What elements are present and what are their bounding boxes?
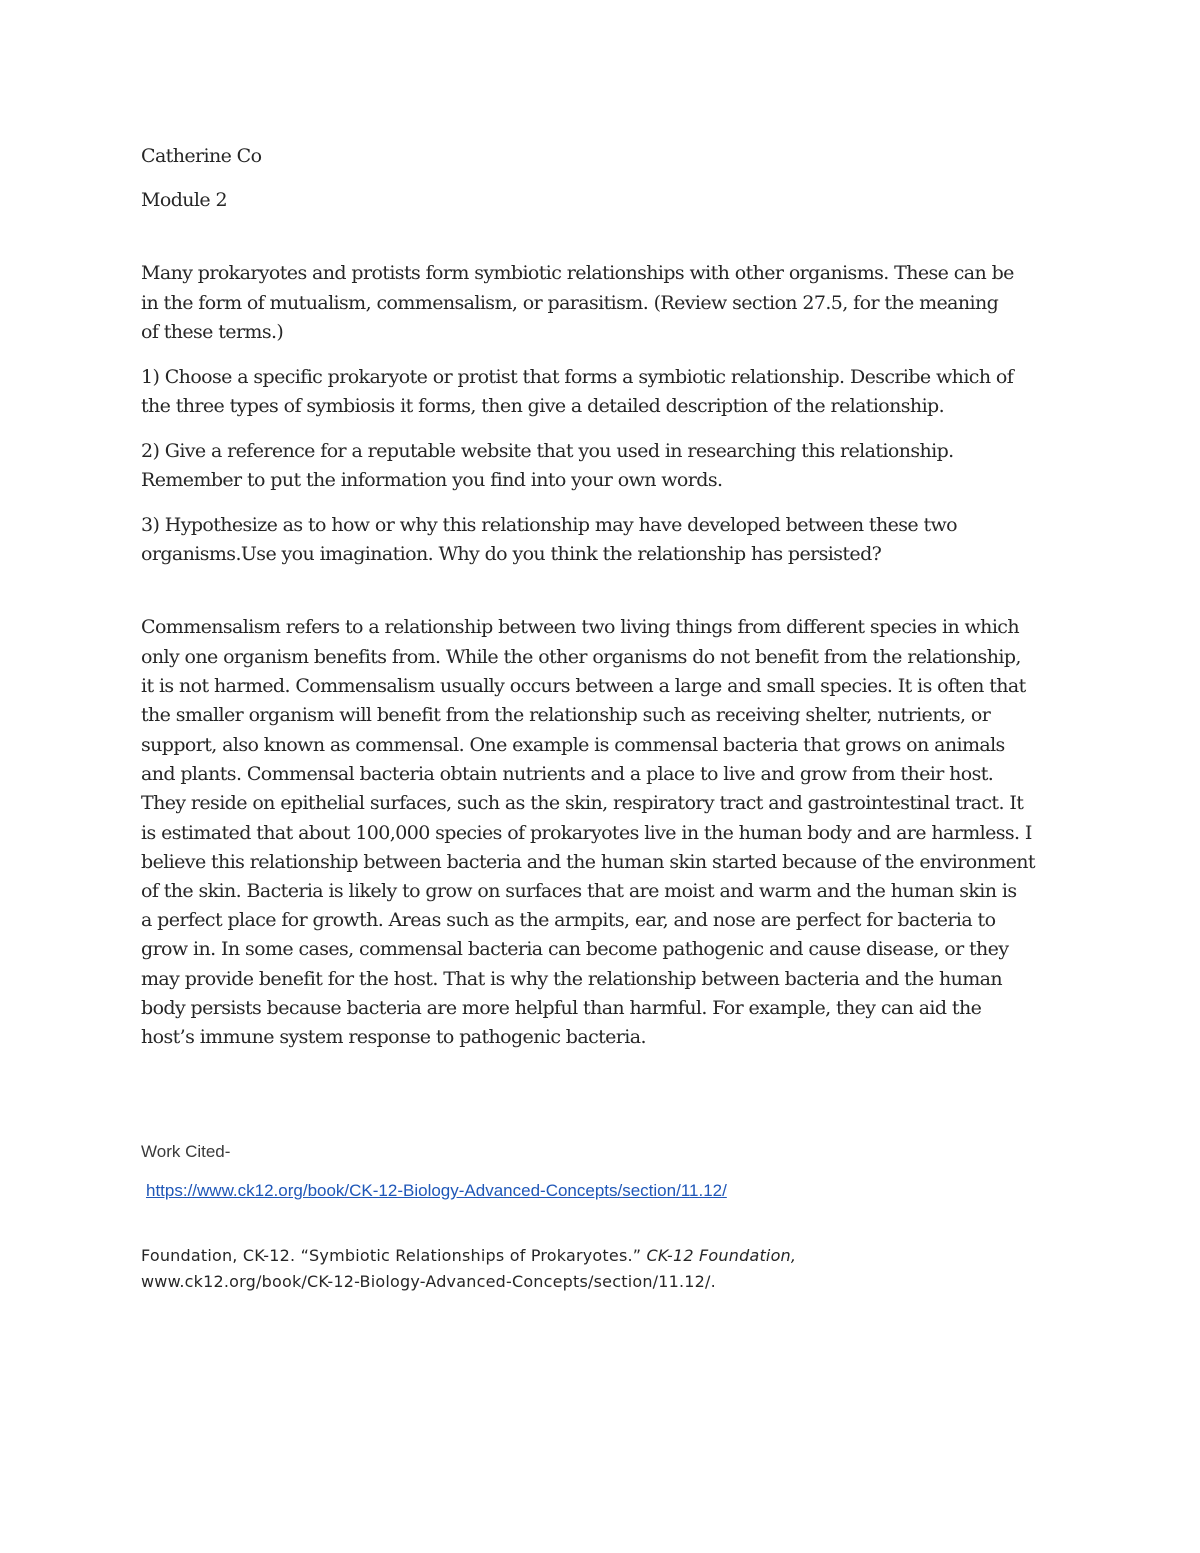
answer-line: it is not harmed. Commensalism usually occurs between a large and small species. It is often that: [141, 675, 1026, 697]
question-3-line: 3) Hypothesize as to how or why this relationship may have developed between these two: [141, 514, 958, 536]
prompt-intro-line: in the form of mutualism, commensalism, or parasitism. (Review section 27.5, for the meaning: [141, 292, 999, 314]
answer-line: only one organism benefits from. While the other organisms do not benefit from the relationship,: [141, 646, 1021, 668]
answer-line: may provide benefit for the host. That is why the relationship between bacteria and the human: [141, 968, 1002, 990]
answer-line: Commensalism refers to a relationship between two living things from different species in which: [141, 616, 1019, 638]
citation-line-1: [141, 1248, 796, 1264]
answer-line: is estimated that about 100,000 species of prokaryotes live in the human body and are harmless. I: [141, 822, 1032, 844]
question-3-line: organisms.Use you imagination. Why do you think the relationship has persisted?: [141, 543, 882, 565]
answer-line: support, also known as commensal. One example is commensal bacteria that grows on animals: [141, 734, 1005, 756]
author-name: Catherine Co: [141, 145, 262, 167]
answer-line: body persists because bacteria are more helpful than harmful. For example, they can aid the: [141, 997, 982, 1019]
answer-line: and plants. Commensal bacteria obtain nutrients and a place to live and grow from their host.: [141, 763, 994, 785]
prompt-intro-line: of these terms.): [141, 321, 284, 343]
works-cited-heading: Work Cited-: [141, 1142, 231, 1161]
answer-line: grow in. In some cases, commensal bacteria can become pathogenic and cause disease, or they: [141, 938, 1009, 960]
reference-link[interactable]: https://www.ck12.org/book/CK-12-Biology-Advanced-Concepts/section/11.12/: [146, 1181, 727, 1200]
prompt-intro-line: Many prokaryotes and protists form symbiotic relationships with other organisms. These can be: [141, 262, 1014, 284]
answer-line: believe this relationship between bacteria and the human skin started because of the environment: [141, 851, 1035, 873]
citation-prefix: Foundation, CK-12. “Symbiotic Relationships of Prokaryotes.”: [141, 1246, 647, 1265]
answer-line: a perfect place for growth. Areas such as the armpits, ear, and nose are perfect for bacteria to: [141, 909, 996, 931]
question-2-line: Remember to put the information you find into your own words.: [141, 469, 723, 491]
answer-line: host’s immune system response to pathogenic bacteria.: [141, 1026, 646, 1048]
question-2-line: 2) Give a reference for a reputable website that you used in researching this relationship.: [141, 440, 954, 462]
question-1-line: the three types of symbiosis it forms, then give a detailed description of the relationship.: [141, 395, 945, 417]
answer-line: They reside on epithelial surfaces, such as the skin, respiratory tract and gastrointestinal tract. It: [141, 792, 1024, 814]
answer-line: the smaller organism will benefit from the relationship such as receiving shelter, nutrients, or: [141, 704, 991, 726]
citation-line-2: www.ck12.org/book/CK-12-Biology-Advanced-Concepts/section/11.12/.: [141, 1272, 716, 1291]
citation-source: CK-12 Foundation,: [646, 1246, 797, 1265]
answer-line: of the skin. Bacteria is likely to grow on surfaces that are moist and warm and the human skin is: [141, 880, 1017, 902]
question-1-line: 1) Choose a specific prokaryote or protist that forms a symbiotic relationship. Describe which of: [141, 366, 1014, 388]
module-label: Module 2: [141, 189, 227, 211]
